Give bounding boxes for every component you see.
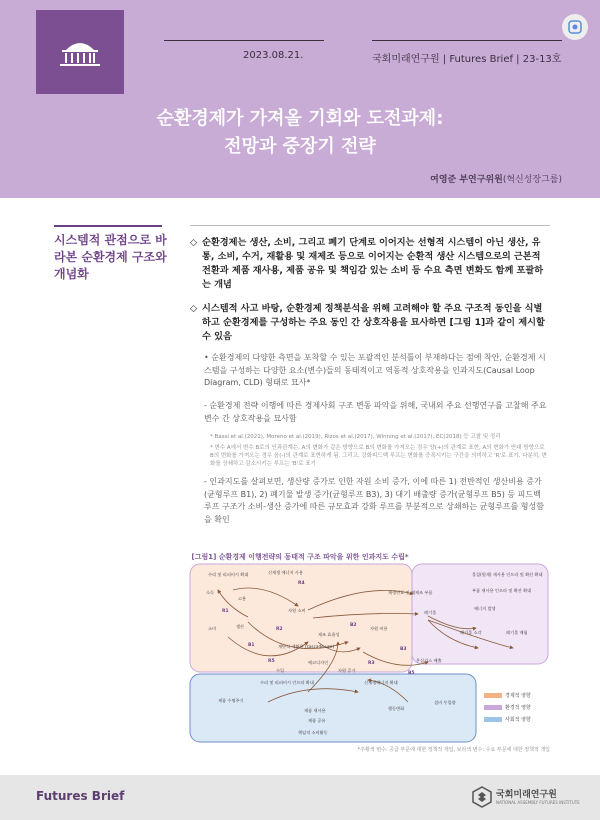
sub-item-2: - 순환경제 전략 이행에 따른 경제사회 구조 변동 파악을 위해, 국내외 주요 선행연구를 고찰해 주요 변수 간 상호작용을 묘사함 (204, 401, 547, 423)
node-cascade: 계단식 재활용 (cascade use) (278, 644, 335, 649)
author (430, 172, 562, 185)
loop-R4: R4 (298, 581, 305, 586)
image-search-icon (562, 14, 588, 40)
bullet-text: 시스템적 사고 바탕, 순환경제 정책분석을 위해 고려해야 할 주요 구조적 동인을 식별하고 순환경제를 구성하는 주요 동인 간 상호작용을 묘사하면 [그림 1]과 같이 제시할 수 있음 (202, 303, 545, 342)
node-part-reuse: 부품 재사용 인프라 및 확산 확대 (472, 588, 532, 593)
node-import: 수입 (276, 668, 285, 673)
loop-B1: B1 (248, 643, 255, 648)
footer-org-en: NATIONAL ASSEMBLY FUTURES INSTITUTE (496, 800, 580, 805)
node-material-reuse: 물질(원재) 재사용 인프라 및 확산 확대 (472, 572, 543, 577)
social-zone (190, 674, 476, 742)
node-renewable: 신재생 에너지 사용 (268, 570, 304, 575)
publish-date: 2023.08.21. (243, 50, 304, 61)
node-consumption: 소비 (208, 626, 217, 631)
author-name: 여영준 부연구위원 (430, 175, 503, 185)
node-ecodesign: 에코디자인 (308, 660, 329, 665)
node-repair: 수리 및 리퍼비시 확대 (208, 572, 249, 577)
footer-org: 국회미래연구원 (496, 790, 557, 800)
legend-swatch (484, 693, 502, 698)
node-ghg: 온실가스 배출 (416, 658, 442, 663)
loop-B2: B2 (350, 623, 357, 628)
legend-economic (484, 692, 531, 699)
bullet-marker: ◇ (190, 237, 198, 248)
legend-swatch (484, 705, 502, 710)
header-rule-right (372, 40, 562, 41)
bullet-text: 순환경제는 생산, 소비, 그리고 폐기 단계로 이어지는 선형적 시스템이 아닌 생산, 유통, 소비, 수거, 재활용 및 재제조 등으로 이어지는 순환적 생산 시스템으로의 근본적 전환과 제품 재사용, 제품 공유 및 책임감 있는 소비 등 수요 측면 변화도 함께 포괄하는 개념 (202, 237, 544, 290)
sub-item-1: • 순환경제의 다양한 측면을 포착할 수 있는 포괄적인 분석틀이 부재하다는 점에 착안, 순환경제 시스템을 구성하는 다양한 요소(변수)들의 동태적이고 역동적 상호작용을 인과지도(Causal Loop Diagram, CLD) 형태로 묘사* (204, 353, 546, 387)
sub-item-3: - 인과지도를 살펴보면, 생산량 증가로 인한 자원 소비 증가, 이에 따른 1) 전반적인 생산비용 증가(균형루프 B1), 2) 폐기물 발생 증가(균형루프 B3), 3) 대기 배출량 증가(균형루프 B5) 등 피드백 루프 구조가 소비-생산 증가에 따른 규모효과 강화 루프를 부분적으로 상쇄하는 균형루프를 형성함을 확인 (204, 477, 544, 524)
node-income: 소득 (206, 590, 215, 595)
loop-R1: R1 (222, 609, 229, 614)
title-line-1: 순환경제가 가져올 기회와 도전과제: (156, 108, 444, 129)
section-heading: 시스템적 관점으로 바라본 순환경제 구조와 개념화 (54, 233, 167, 281)
sidebar-rule (54, 225, 162, 227)
figure-footnote: *주황색 변수: 공급 부문에 대한 정책적 개입, 보라색 변수: 수요 부문에 대한 정책적 개입 (357, 747, 550, 753)
legend-label: 사회적 영향 (505, 717, 531, 723)
node-production: 생산 (236, 624, 245, 629)
loop-R2: R2 (276, 627, 283, 632)
loop-R3: R3 (368, 661, 375, 666)
header-rule-left (164, 40, 324, 41)
figure-caption: [그림1] 순환경제 이행전략의 동태적 구조 파악을 위한 인과지도 수립* (191, 553, 409, 561)
node-employment: 고용 (238, 596, 247, 601)
node-resource-cost: 자원 비용 (370, 626, 388, 631)
bullet-2 (190, 302, 550, 344)
node-product-life: 제품 수명주기 (218, 698, 244, 703)
node-remanufacture: 재생연료 및 재제조 부품 (388, 590, 433, 595)
node-product-reuse: 제품 재사용 (304, 708, 326, 713)
node-behavior: 행동변화 (388, 706, 405, 711)
lens-button[interactable] (562, 14, 588, 40)
footer-brand: Futures Brief (36, 789, 125, 803)
footnote-2: * 변수 A에서 변수 B로의 인과관계는, A의 변화가 같은 방향으로 B의 변화를 가져오는 경우 양(+)의 관계로 표현, A의 변화가 반대 방향으로 B의 변화를 가져오는 경우 음(-)의 관계로 표현하게 됨. 그리고, 강화피드백 루프는 변화를 증폭시키는 구간을 의미하고 'R'로 표기, 다분히, 변화를 상쇄하고 감소시키는 루프는 'B'로 표기 (210, 445, 547, 467)
assembly-building-icon (58, 38, 102, 68)
legend-environmental (484, 704, 531, 711)
title-line-2: 전망과 중장기 전략 (224, 136, 376, 157)
node-landfill: 폐기물 매립 (506, 630, 528, 635)
footnote-1: * Bassi et al.(2021), Moreno et al.(2019), Rizos et al.(2017), Winning et al.(2017), EC(2018) 등 고찰 및 정리 (210, 434, 501, 440)
author-group: (혁신성장그룹) (502, 175, 562, 185)
node-energy: 에너지 발생 (474, 606, 496, 611)
legend-label: 경제적 영향 (505, 693, 531, 699)
node-product-sharing: 제품 공유 (308, 718, 326, 723)
institute-logo-icon (472, 786, 492, 808)
legend-social (484, 716, 531, 723)
legend-swatch (484, 717, 502, 722)
node-resource-use: 자원 소비 (288, 608, 306, 613)
node-incineration: 폐기물 소각 (460, 630, 482, 635)
bullet-marker: ◇ (190, 303, 198, 314)
bullet-1 (190, 236, 550, 292)
loop-B5: B5 (408, 671, 415, 676)
node-resource-growth: 자원 증가 (338, 668, 356, 673)
content-rule (190, 225, 550, 226)
node-input: 설비 투입량 (434, 700, 456, 705)
loop-R5: R5 (268, 659, 275, 664)
node-repair-infra: 수리 및 리퍼비시 인프라 확대 (260, 680, 314, 685)
node-responsible: 책임적 소비활동 (298, 730, 328, 735)
assembly-logo (36, 10, 124, 94)
series-info: 국회미래연구원 | Futures Brief | 23-13호 (372, 54, 562, 65)
legend-label: 환경적 영향 (505, 705, 531, 711)
node-efficiency: 제조 효율성 (318, 632, 340, 637)
node-waste: 폐기물 (424, 610, 437, 615)
node-renewable-expand: 신재생에너지 확대 (364, 680, 398, 685)
loop-B3: B3 (400, 647, 407, 652)
